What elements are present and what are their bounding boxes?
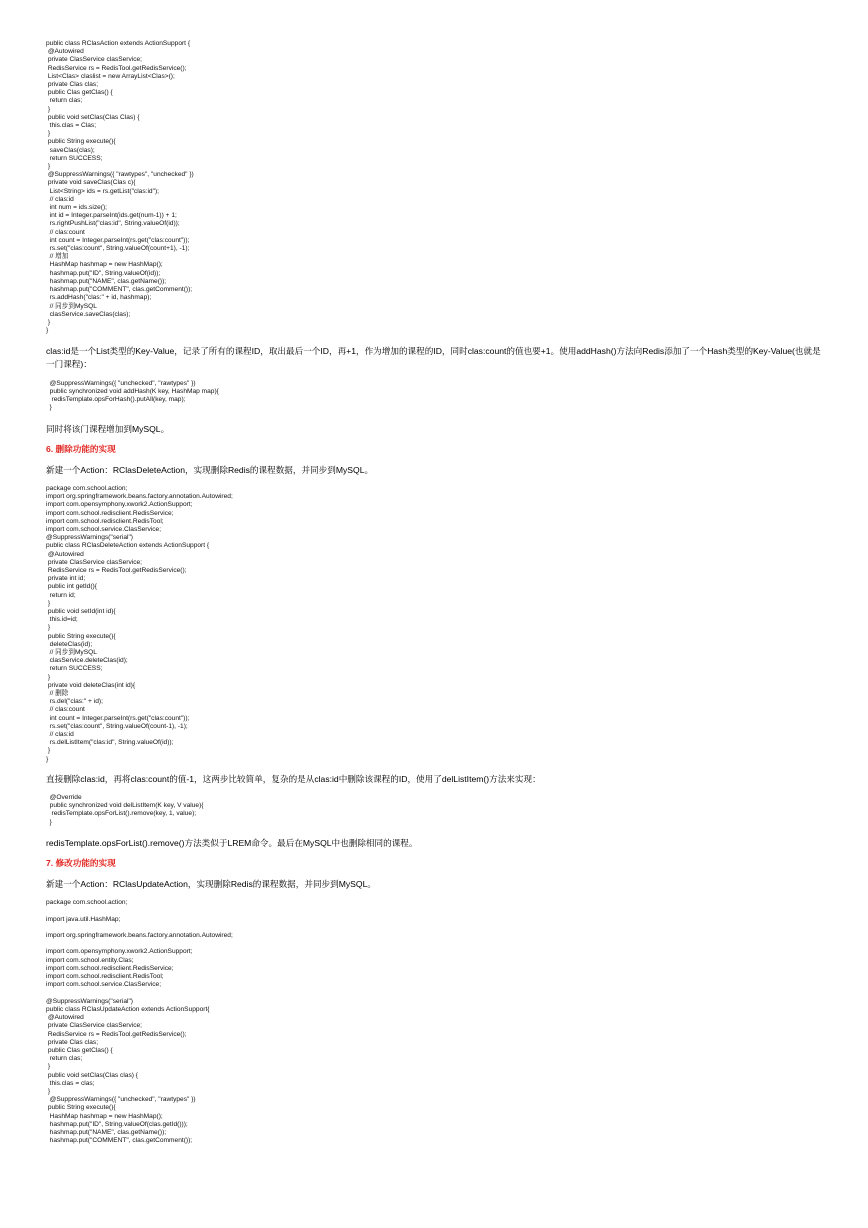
paragraph-update-action: 新建一个Action：RClasUpdateAction，实现删除Redis的课程数据，并同步到MySQL。 <box>46 879 376 890</box>
code-block-dellistitem: @Override public synchronized void delListItem(K key, V value){ redisTemplate.opsForList().remove(key, 1, value); } <box>49 794 204 826</box>
heading-delete-feature: 6. 删除功能的实现 <box>46 443 116 454</box>
paragraph-lrem: redisTemplate.opsForList().remove()方法类似于LREM命令。最后在MySQL中也删除相同的课程。 <box>46 837 418 848</box>
paragraph-clas-id-explanation: clas:id是一个List类型的Key-Value，记录了所有的课程ID，取出最后一个ID，再+1，作为增加的课程的ID，同时clas:count的值也要+1。使用addHash()方法向Redis添加了一个Hash类型的Key-Value(也就是一门课程)： <box>46 346 821 369</box>
paragraph-sync-mysql: 同时将该门课程增加到MySQL。 <box>46 423 170 434</box>
code-block-rclasupdateaction: package com.school.action; import java.util.HashMap; import org.springframework.beans.factory.annotation.Autowired; import com.opensymphony.xwork2.ActionSupport; import com.school.entity.Clas; import com.school.redisclient.RedisService; import com.school.redisclient.RedisTool; import com.school.service.ClasService; @SuppressWarnings("serial") public class RClasUpdateAction extends ActionSupport{ @Autowired private ClasService clasService; RedisService rs = RedisTool.getRedisService(); private Clas clas; public Clas getClas() { return clas; } public void setClas(Clas clas) { this.clas = clas; } @SuppressWarnings({ "unchecked", "rawtypes" }) public String execute(){ HashMap hashmap = new HashMap(); hashmap.put("ID", String.valueOf(clas.getId())); hashmap.put("NAME", clas.getName()); hashmap.put("COMMENT", clas.getComment()); <box>46 899 233 1145</box>
code-block-rclasdeleteaction: package com.school.action; import org.springframework.beans.factory.annotation.Autowired; import com.opensymphony.xwork2.ActionSupport; import com.school.redisclient.RedisService; import com.school.redisclient.RedisTool; import com.school.service.ClasService; @SuppressWarnings("serial") public class RClasDeleteAction extends ActionSupport { @Autowired private ClasService clasService; RedisService rs = RedisTool.getRedisService(); private int id; public int getId(){ return id; } public void setId(int id){ this.id=id; } public String execute(){ deleteClas(id); // 同步到MySQL clasService.deleteClas(id); return SUCCESS; } private void deleteClas(int id){ // 删除 rs.del("clas:" + id); // clas:count int count = Integer.parseInt(rs.get("clas:count")); rs.set("clas:count", String.valueOf(count-1), -1); // clas:id rs.delListItem("clas:id", String.valueOf(id)); } } <box>46 484 233 763</box>
heading-update-feature: 7. 修改功能的实现 <box>46 858 116 869</box>
paragraph-delete-action: 新建一个Action：RClasDeleteAction，实现删除Redis的课程数据，并同步到MySQL。 <box>46 464 374 475</box>
document-page <box>46 40 826 1145</box>
code-block-rclasaction: public class RClasAction extends ActionSupport { @Autowired private ClasService clasService; RedisService rs = RedisTool.getRedisService(); List<Clas> claslist = new ArrayList<Clas>(); private Clas clas; public Clas getClas() { return clas; } public void setClas(Clas Clas) { this.clas = Clas; } public String execute(){ saveClas(clas); return SUCCESS; } @SuppressWarnings({ "rawtypes", "unchecked" }) private void saveClas(Clas c){ List<String> ids = rs.getList("clas:id"); // clas:id int num = ids.size(); int id = Integer.parseInt(ids.get(num-1)) + 1; rs.rightPushList("clas:id", String.valueOf(id)); // clas:count int count = Integer.parseInt(rs.get("clas:count")); rs.set("clas:count", String.valueOf(count+1), -1); // 增加 HashMap hashmap = new HashMap(); hashmap.put("ID", String.valueOf(id)); hashmap.put("NAME", clas.getName()); hashmap.put("COMMENT", clas.getComment()); rs.addHash("clas:" + id, hashmap); // 同步到MySQL clasService.saveClas(clas); } } <box>46 40 194 335</box>
paragraph-delete-explanation: 直接删除clas:id，再将clas:count的值-1，这两步比较简单，复杂的是从clas:id中删除该课程的ID，使用了delListItem()方法来实现： <box>46 773 541 784</box>
code-block-addhash: @SuppressWarnings({ "unchecked", "rawtypes" }) public synchronized void addHash(K key, HashMap map){ redisTemplate.opsForHash().putAll(key, map); } <box>49 379 219 412</box>
